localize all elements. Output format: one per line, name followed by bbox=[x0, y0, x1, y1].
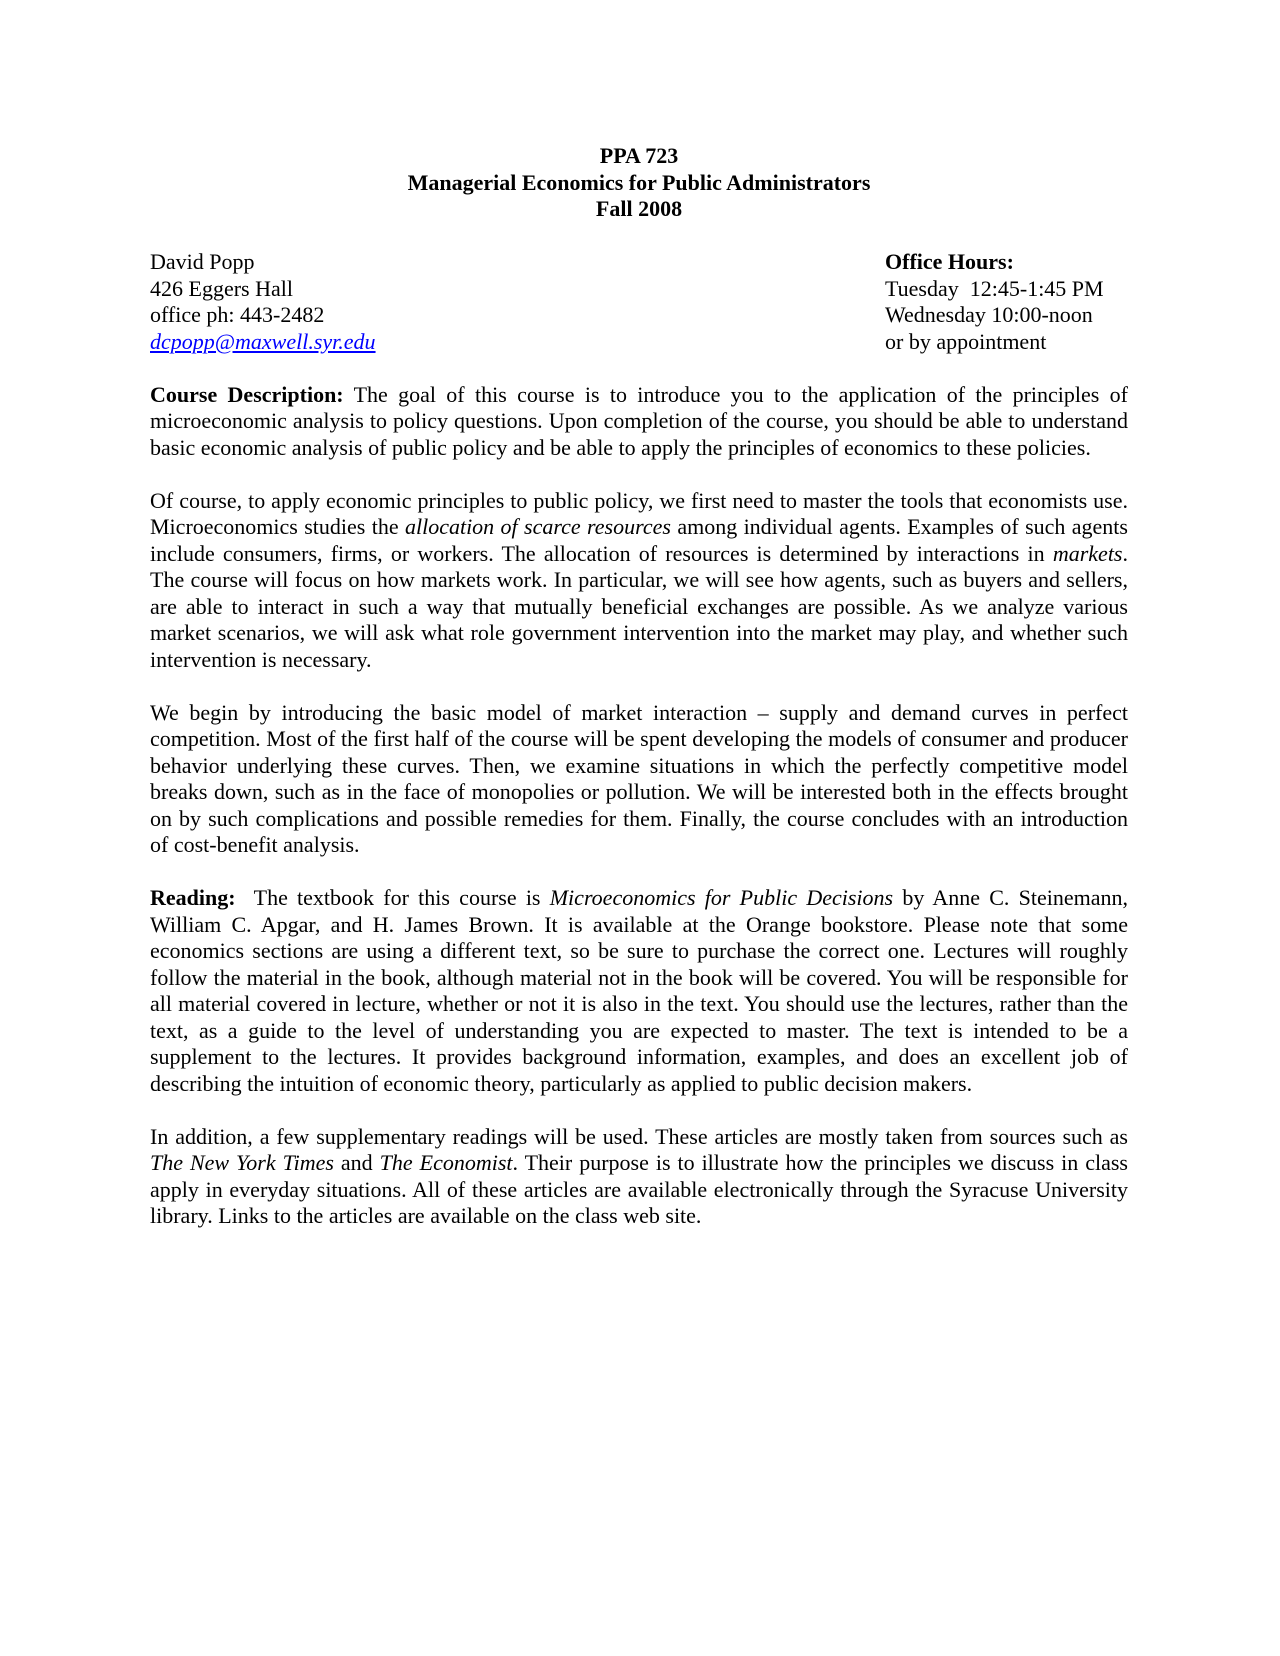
office-hours-line: Wednesday 10:00-noon bbox=[885, 302, 1093, 327]
source-title: The New York Times bbox=[150, 1150, 334, 1175]
reading-paragraph bbox=[150, 885, 1128, 1097]
paragraph-text: . The course will focus on how markets work. In particular, we will see how agents, such as buyers and sellers, are able to interact in such a way that mutually beneficial exchanges are possible. As we analyze various market scenarios, we will ask what role government intervention into the market may play, and whether such intervention is necessary. bbox=[150, 540, 1128, 672]
office-hours-label: Office Hours: bbox=[885, 249, 1014, 274]
paragraph-text: . Their purpose is to illustrate how the principles we discuss in class apply in everyday situations. All of these articles are available electronically through the Syracuse University library. Links to the articles are available on the class web site. bbox=[150, 1150, 1128, 1228]
course-term: Fall 2008 bbox=[595, 196, 683, 221]
syllabus-page bbox=[150, 143, 1128, 1230]
contact-row bbox=[150, 249, 1128, 355]
microeconomics-paragraph bbox=[150, 488, 1128, 674]
paragraph-text: among individual agents. Examples of such agents include consumers, firms, or workers. The allocation of resources is determined by interactions in bbox=[150, 514, 1128, 566]
textbook-title: Microeconomics for Public Decisions bbox=[549, 885, 894, 910]
course-outline-paragraph: We begin by introducing the basic model of market interaction – supply and demand curves in perfect competition. Most of the first half of the course will be spent developing the models of consumer and producer behavior underlying these curves. Then, we examine situations in which the perfectly competitive model breaks down, such as in the face of monopolies or pollution. We will be interested both in the effects brought on by such complications and possible remedies for them. Finally, the course concludes with an introduction of cost-benefit analysis. bbox=[150, 699, 1128, 857]
title-block bbox=[150, 143, 1128, 223]
paragraph-text: The textbook for this course is bbox=[235, 885, 550, 910]
course-description-text: The goal of this course is to introduce you to the application of the principles of microeconomic analysis to policy questions. Upon completion of the course, you should be able to understand basic economic analysis of public policy and be able to apply the principles of economics to these policies. bbox=[150, 381, 1128, 460]
paragraph-text: Of course, to apply economic principles to public policy, we first need to master the tools that economists use. Microeconomics studies the bbox=[150, 487, 1128, 539]
office-hours-line: Tuesday 12:45-1:45 PM bbox=[885, 275, 1104, 301]
office-hours bbox=[885, 249, 1128, 355]
source-title: The Economist bbox=[379, 1150, 513, 1175]
instructor-name: David Popp bbox=[150, 249, 255, 274]
instructor-email-link[interactable]: dcpopp@maxwell.syr.edu bbox=[150, 328, 376, 354]
emphasis-text: allocation of scarce resources bbox=[404, 514, 671, 539]
paragraph-text: In addition, a few supplementary readings will be used. These articles are mostly taken from sources such as bbox=[150, 1123, 1128, 1149]
paragraph-text: by Anne C. Steinemann, William C. Apgar, and H. James Brown. It is available at the Orange bookstore. Please note that some economics sections are using a different text, so be sure to purchase the correct one. Lectures will roughly follow the material in the book, although material not in the book will be covered. You will be responsible for all material covered in lecture, whether or not it is also in the text. You should use the lectures, rather than the text, as a guide to the level of understanding you are expected to master. The text is intended to be a supplement to the lectures. It provides background information, examples, and does an excellent job of describing the intuition of economic theory, particularly as applied to public decision makers. bbox=[150, 885, 1129, 1096]
instructor-office: 426 Eggers Hall bbox=[150, 275, 293, 301]
course-description-paragraph bbox=[150, 382, 1128, 462]
reading-label: Reading: bbox=[150, 885, 236, 910]
instructor-phone: office ph: 443-2482 bbox=[150, 302, 325, 327]
paragraph-text: and bbox=[333, 1150, 380, 1175]
office-hours-line: or by appointment bbox=[885, 328, 1047, 354]
supplementary-readings-paragraph bbox=[150, 1124, 1128, 1230]
emphasis-text: markets bbox=[1052, 540, 1123, 566]
instructor-info bbox=[150, 249, 376, 355]
course-title: Managerial Economics for Public Administrators bbox=[407, 169, 871, 195]
course-code: PPA 723 bbox=[599, 143, 679, 168]
course-description-label: Course Description: bbox=[150, 381, 344, 407]
